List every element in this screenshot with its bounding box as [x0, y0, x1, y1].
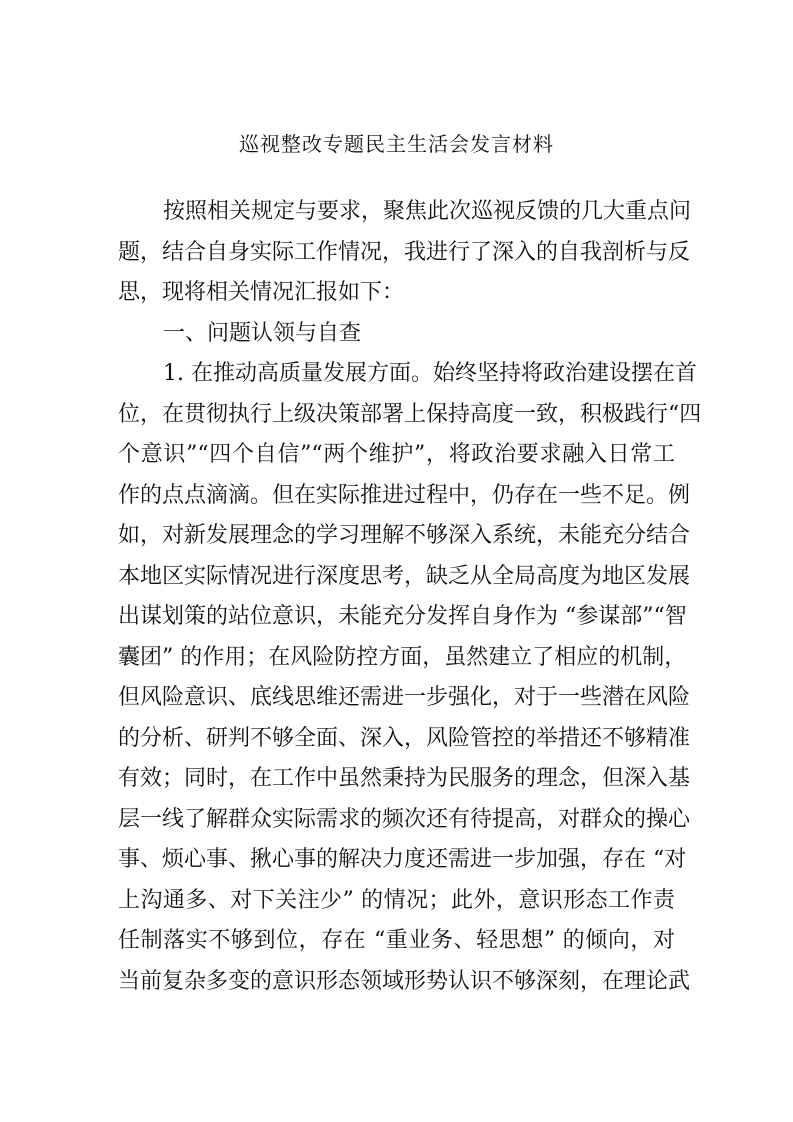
paragraph-line: 的分析、研判不够全面、深入，风险管控的举措还不够精准	[118, 725, 691, 751]
paragraph-line: 任制落实不够到位，存在 “重业务、轻思想” 的倾向，对	[118, 928, 675, 953]
paragraph-line: 一、问题认领与自查	[163, 320, 362, 346]
paragraph-line: 题，结合自身实际工作情况，我进行了深入的自我剖析与反	[118, 239, 691, 265]
paragraph-line: 本地区实际情况进行深度思考，缺乏从全局高度为地区发展	[118, 563, 691, 589]
paragraph-line: 有效；同时，在工作中虽然秉持为民服务的理念，但深入基	[118, 766, 691, 791]
paragraph-line: 如，对新发展理念的学习理解不够深入系统，未能充分结合	[118, 523, 691, 548]
paragraph-line: 位，在贯彻执行上级决策部署上保持高度一致，积极践行“四	[118, 401, 702, 427]
paragraph-line: 出谋划策的站位意识，未能充分发挥自身作为 “参谋部”“智	[118, 604, 687, 629]
paragraph-line: 事、烦心事、揪心事的解决力度还需进一步加强，存在 “对	[118, 847, 687, 872]
paragraph-line: 上沟通多、对下关注少” 的情况；此外，意识形态工作责	[118, 887, 675, 913]
paragraph-line: 个意识”“四个自信”“两个维护”，将政治要求融入日常工	[118, 442, 675, 467]
paragraph-line: 但风险意识、底线思维还需进一步强化，对于一些潜在风险	[118, 685, 691, 710]
paragraph-line: 作的点点滴滴。但在实际推进过程中，仍存在一些不足。例	[118, 482, 691, 508]
paragraph-line: 层一线了解群众实际需求的频次还有待提高，对群众的操心	[118, 806, 691, 832]
paragraph-line: 思，现将相关情况汇报如下：	[118, 280, 405, 305]
paragraph-line: 按照相关规定与要求，聚焦此次巡视反馈的几大重点问	[163, 199, 692, 224]
paragraph-line: 1. 在推动高质量发展方面。始终坚持将政治建设摆在首	[163, 361, 697, 386]
document-title: 巡视整改专题民主生活会发言材料	[239, 132, 554, 156]
paragraph-line: 当前复杂多变的意识形态领域形势认识不够深刻，在理论武	[118, 968, 691, 994]
paragraph-line: 囊团” 的作用；在风险防控方面，虽然建立了相应的机制，	[118, 644, 687, 670]
